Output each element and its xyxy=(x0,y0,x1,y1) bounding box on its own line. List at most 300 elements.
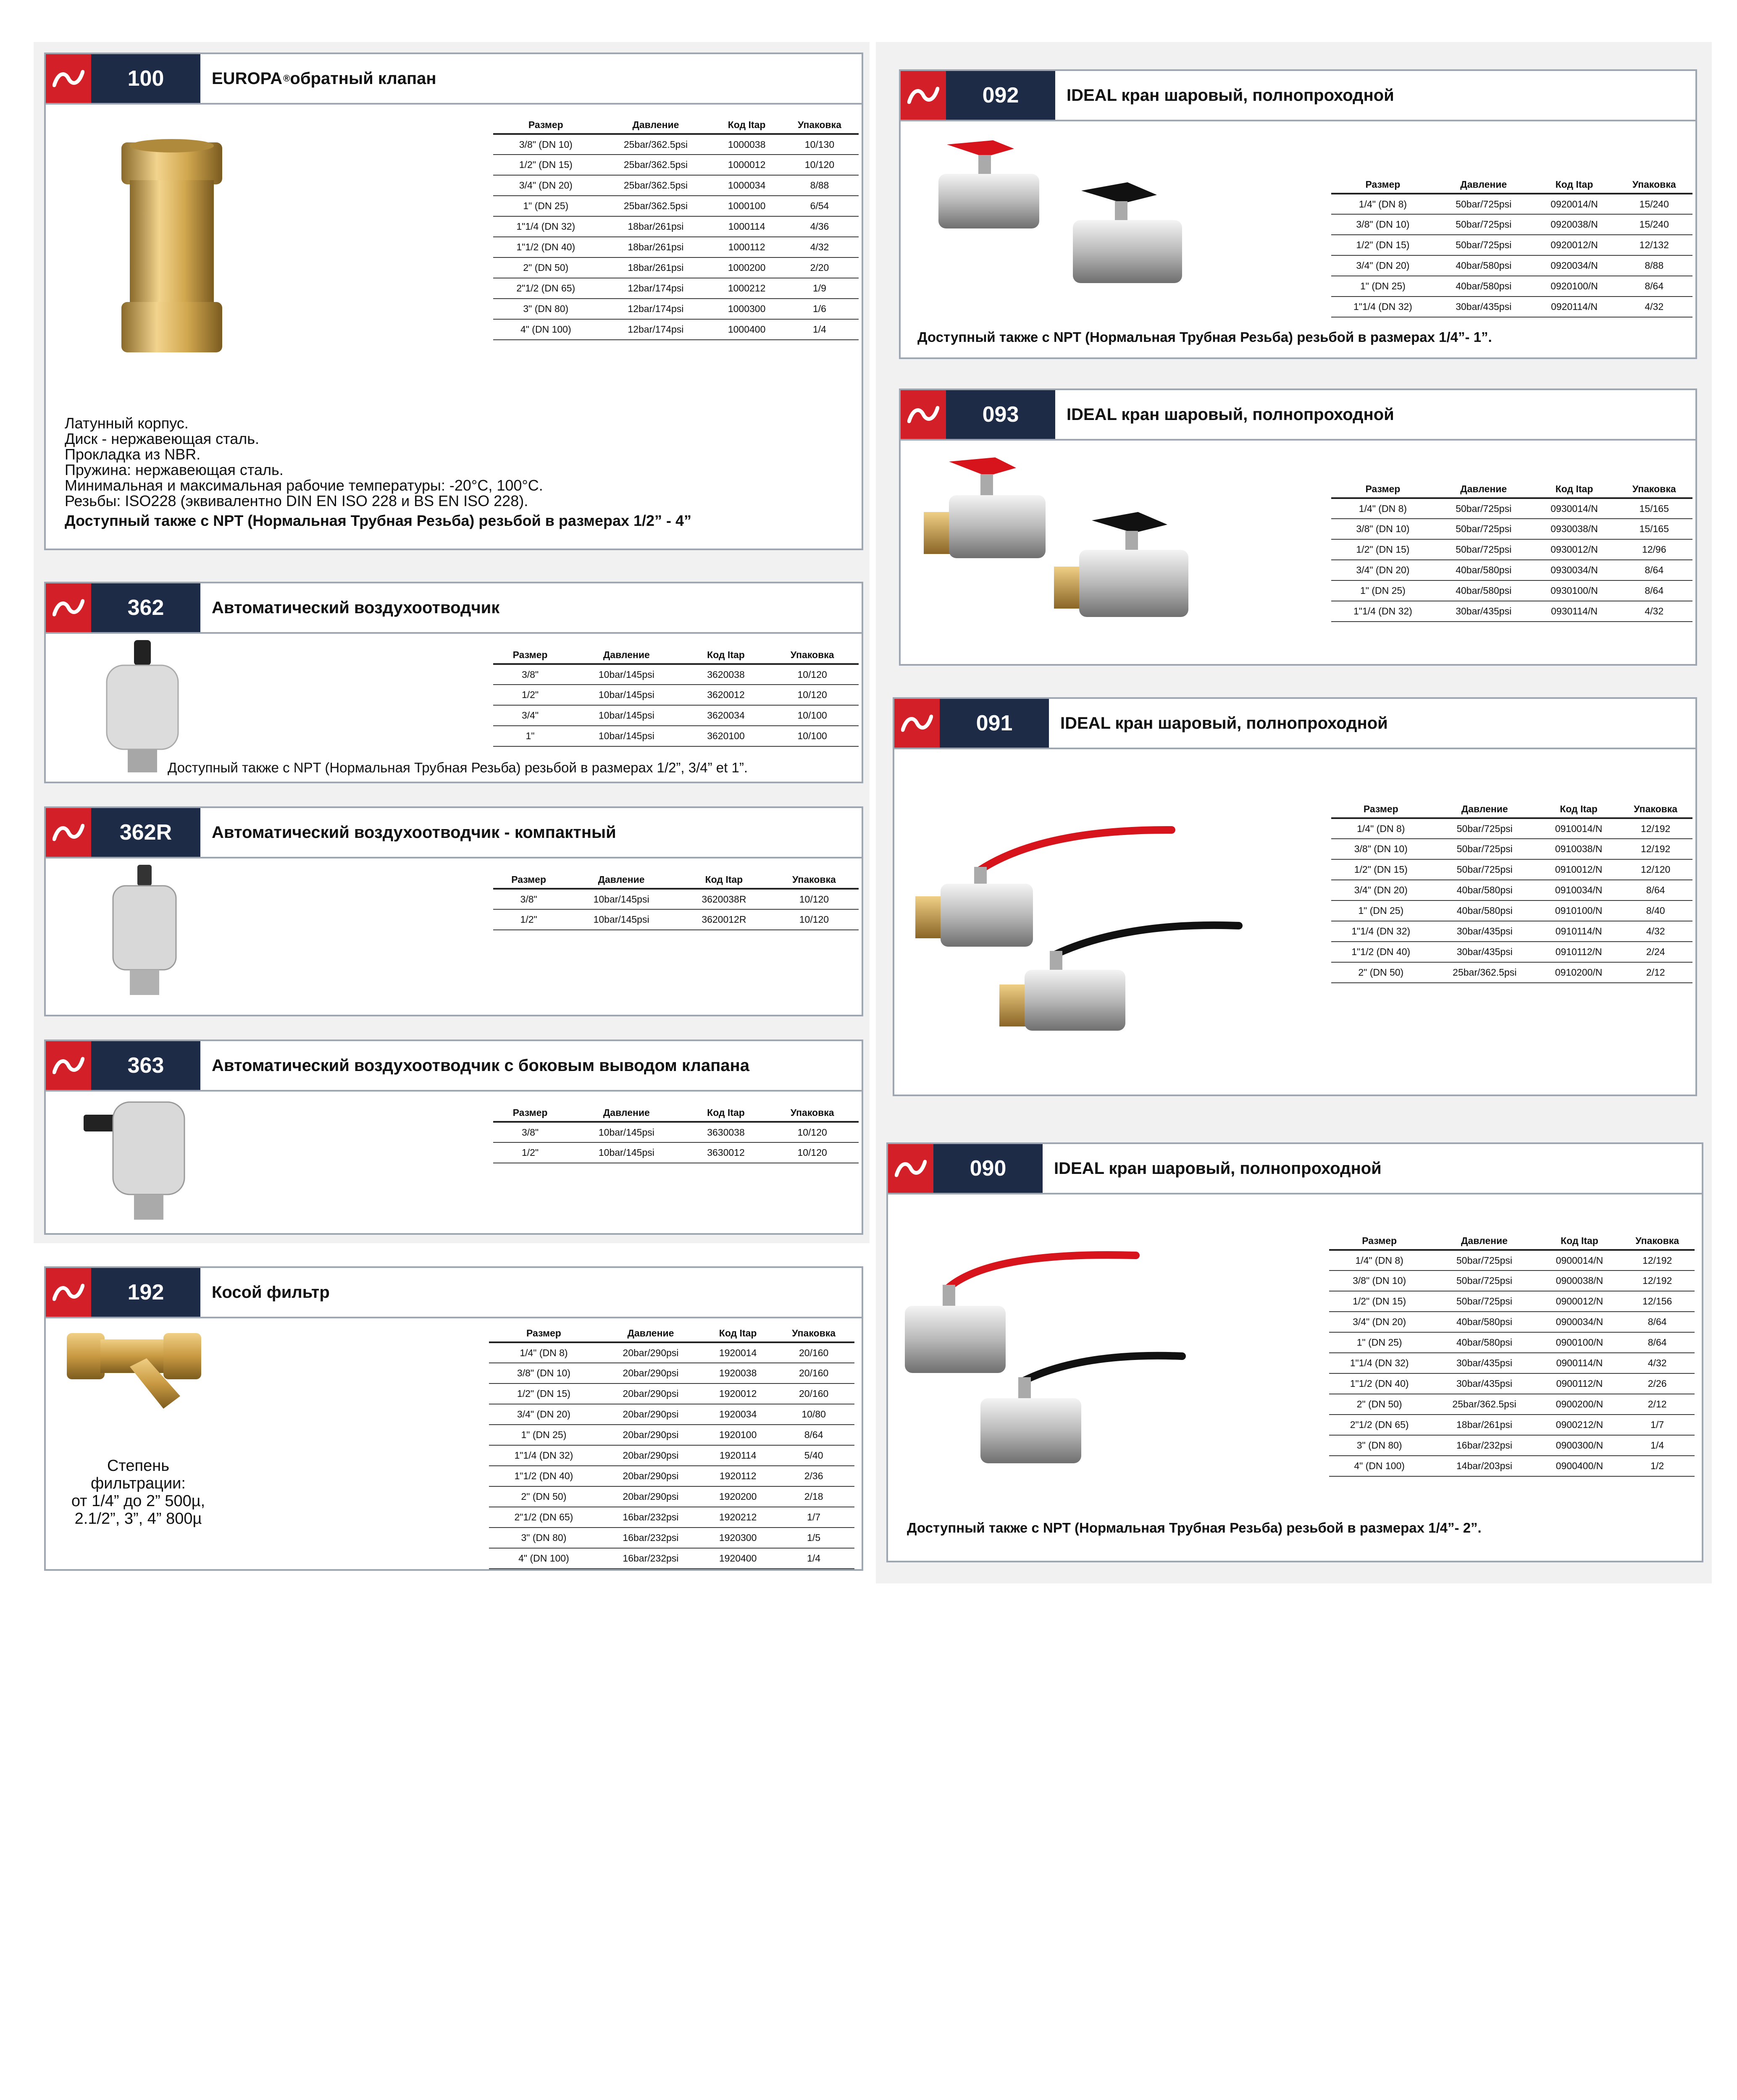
table-row xyxy=(1331,601,1692,622)
col-size: Размер xyxy=(493,871,564,889)
cell-pressure: 10bar/145psi xyxy=(567,705,686,726)
cell-pack: 15/165 xyxy=(1616,519,1692,539)
table-row xyxy=(1331,839,1692,859)
table-row xyxy=(489,1507,854,1528)
cell-code: 1000112 xyxy=(713,237,780,257)
cell-pressure: 50bar/725psi xyxy=(1435,214,1533,235)
product-title: Автоматический воздухоотводчик xyxy=(212,598,500,617)
table-row xyxy=(489,1363,854,1383)
cell-pack: 10/120 xyxy=(766,1122,859,1142)
brand-logo-icon xyxy=(46,54,91,103)
card-header xyxy=(894,699,1695,749)
product-title: Косой фильтр xyxy=(212,1283,330,1302)
cell-size: 1"1/4 (DN 32) xyxy=(493,216,599,237)
cell-pressure: 40bar/580psi xyxy=(1435,255,1533,276)
col-pressure: Давление xyxy=(1435,480,1533,498)
product-card-362R xyxy=(44,806,863,1016)
table-row xyxy=(1329,1435,1695,1456)
table-row xyxy=(1331,539,1692,560)
cell-size: 2" (DN 50) xyxy=(1331,962,1431,983)
cell-size: 3/4" (DN 20) xyxy=(1331,880,1431,900)
cell-pack: 1/5 xyxy=(773,1528,854,1548)
check-valve-image xyxy=(117,134,226,369)
col-pressure: Давление xyxy=(567,1104,686,1122)
cell-code: 0900300/N xyxy=(1539,1435,1620,1456)
cell-pack: 10/130 xyxy=(780,134,859,155)
product-title: IDEAL кран шаровый, полнопроходной xyxy=(1067,86,1394,105)
cell-pack: 10/100 xyxy=(766,705,859,726)
cell-size: 3" (DN 80) xyxy=(489,1528,599,1548)
table-row xyxy=(1331,297,1692,317)
cell-code: 0900200/N xyxy=(1539,1394,1620,1415)
cell-code: 0910038/N xyxy=(1539,839,1619,859)
cell-code: 0930012/N xyxy=(1533,539,1616,560)
table-row xyxy=(493,175,859,196)
table-row xyxy=(493,257,859,278)
cell-pressure: 10bar/145psi xyxy=(567,726,686,746)
cell-pack: 10/100 xyxy=(766,726,859,746)
col-pack: Упаковка xyxy=(770,871,859,889)
cell-code: 1000400 xyxy=(713,319,780,340)
cell-code: 1000034 xyxy=(713,175,780,196)
ball-valve-lever-image xyxy=(915,825,1251,1031)
cell-size: 1" (DN 25) xyxy=(1331,900,1431,921)
cell-pack: 12/96 xyxy=(1616,539,1692,560)
cell-pack: 10/120 xyxy=(766,685,859,705)
material-line: Латунный корпус. xyxy=(65,415,189,432)
col-size: Размер xyxy=(493,116,599,134)
cell-pack: 1/7 xyxy=(1620,1415,1695,1435)
product-title: IDEAL кран шаровый, полнопроходной xyxy=(1067,405,1394,424)
cell-code: 0920114/N xyxy=(1533,297,1616,317)
filtration-line: 2.1/2”, 3”, 4” 800µ xyxy=(74,1510,202,1528)
cell-code: 1920034 xyxy=(703,1404,773,1425)
cell-pressure: 25bar/362.5psi xyxy=(599,175,713,196)
cell-pressure: 20bar/290psi xyxy=(599,1486,703,1507)
cell-pack: 8/88 xyxy=(780,175,859,196)
cell-pack: 15/240 xyxy=(1616,214,1692,235)
table-row xyxy=(1331,962,1692,983)
cell-size: 1" xyxy=(493,726,567,746)
table-header-row xyxy=(1329,1232,1695,1250)
cell-size: 1"1/4 (DN 32) xyxy=(1331,297,1435,317)
table-row xyxy=(1329,1456,1695,1476)
brand-logo-icon xyxy=(46,808,91,857)
cell-pressure: 18bar/261psi xyxy=(1430,1415,1539,1435)
table-header-row xyxy=(493,1104,859,1122)
cell-code: 3630038 xyxy=(686,1122,766,1142)
col-code: Код Itap xyxy=(686,1104,766,1122)
cell-pack: 4/32 xyxy=(780,237,859,257)
cell-size: 3" (DN 80) xyxy=(1329,1435,1430,1456)
brand-logo-icon xyxy=(901,390,946,439)
cell-pressure: 10bar/145psi xyxy=(564,909,678,930)
product-card-090 xyxy=(886,1142,1703,1562)
cell-code: 0920034/N xyxy=(1533,255,1616,276)
cell-pressure: 50bar/725psi xyxy=(1435,235,1533,255)
brand-logo-icon xyxy=(888,1144,933,1193)
cell-code: 1000114 xyxy=(713,216,780,237)
table-row xyxy=(1331,859,1692,880)
table-row xyxy=(493,237,859,257)
spec-table-090 xyxy=(1329,1232,1695,1477)
card-header xyxy=(46,583,862,634)
air-vent-image xyxy=(94,640,191,774)
cell-size: 3/8" (DN 10) xyxy=(1331,519,1435,539)
cell-pack: 2/26 xyxy=(1620,1373,1695,1394)
cell-pressure: 10bar/145psi xyxy=(564,889,678,909)
cell-code: 0900114/N xyxy=(1539,1353,1620,1373)
cell-pack: 20/160 xyxy=(773,1342,854,1363)
cell-code: 1000300 xyxy=(713,299,780,319)
cell-pack: 2/24 xyxy=(1619,942,1692,962)
card-header xyxy=(46,1041,862,1092)
filtration-line: от 1/4” до 2” 500µ, xyxy=(71,1492,205,1510)
table-row xyxy=(489,1425,854,1445)
cell-pressure: 20bar/290psi xyxy=(599,1425,703,1445)
cell-size: 3" (DN 80) xyxy=(493,299,599,319)
card-header xyxy=(46,808,862,858)
table-row xyxy=(489,1342,854,1363)
ball-valve-ff-lever-image xyxy=(905,1247,1199,1465)
col-pack: Упаковка xyxy=(1616,176,1692,194)
col-pack: Упаковка xyxy=(773,1325,854,1342)
product-code: 093 xyxy=(946,390,1055,439)
cell-code: 1920112 xyxy=(703,1466,773,1486)
cell-size: 1" (DN 25) xyxy=(1331,580,1435,601)
spec-table-100 xyxy=(493,116,859,340)
table-row xyxy=(493,889,859,909)
col-code: Код Itap xyxy=(686,646,766,664)
npt-note: Доступный также с NPT (Нормальная Трубная Резьба) резьбой в размерах 1/4”- 2”. xyxy=(907,1520,1482,1536)
table-row xyxy=(1331,580,1692,601)
cell-pack: 1/4 xyxy=(780,319,859,340)
cell-size: 3/4" xyxy=(493,705,567,726)
col-code: Код Itap xyxy=(678,871,770,889)
cell-pressure: 18bar/261psi xyxy=(599,237,713,257)
spec-table-362 xyxy=(493,646,859,747)
table-row xyxy=(1329,1394,1695,1415)
cell-code: 3620012 xyxy=(686,685,766,705)
product-card-363 xyxy=(44,1040,863,1235)
cell-pressure: 25bar/362.5psi xyxy=(1431,962,1539,983)
cell-pressure: 10bar/145psi xyxy=(567,1142,686,1163)
product-code: 091 xyxy=(940,699,1049,748)
cell-size: 3/8" (DN 10) xyxy=(1331,839,1431,859)
cell-code: 1000038 xyxy=(713,134,780,155)
table-header-row xyxy=(493,116,859,134)
cell-pressure: 16bar/232psi xyxy=(599,1528,703,1548)
cell-code: 0900400/N xyxy=(1539,1456,1620,1476)
cell-code: 1920012 xyxy=(703,1383,773,1404)
col-pack: Упаковка xyxy=(766,646,859,664)
cell-pressure: 20bar/290psi xyxy=(599,1466,703,1486)
col-size: Размер xyxy=(493,646,567,664)
cell-pressure: 14bar/203psi xyxy=(1430,1456,1539,1476)
cell-code: 0910034/N xyxy=(1539,880,1619,900)
col-pressure: Давление xyxy=(599,1325,703,1342)
col-size: Размер xyxy=(1331,801,1431,818)
cell-pressure: 30bar/435psi xyxy=(1430,1353,1539,1373)
cell-size: 1/2" xyxy=(493,1142,567,1163)
table-row xyxy=(1329,1415,1695,1435)
table-row xyxy=(1331,921,1692,942)
material-line: Пружина: нержавеющая сталь. xyxy=(65,461,284,478)
product-card-091 xyxy=(893,697,1697,1096)
table-row xyxy=(493,705,859,726)
cell-size: 1"1/4 (DN 32) xyxy=(1331,601,1435,622)
cell-code: 0920038/N xyxy=(1533,214,1616,235)
cell-size: 3/8" xyxy=(493,1122,567,1142)
cell-size: 2"1/2 (DN 65) xyxy=(1329,1415,1430,1435)
table-row xyxy=(1329,1332,1695,1353)
cell-pressure: 25bar/362.5psi xyxy=(1430,1394,1539,1415)
card-header xyxy=(901,71,1695,121)
cell-pressure: 50bar/725psi xyxy=(1430,1270,1539,1291)
cell-size: 3/8" (DN 10) xyxy=(1331,214,1435,235)
cell-size: 3/4" (DN 20) xyxy=(489,1404,599,1425)
cell-size: 1" (DN 25) xyxy=(1331,276,1435,297)
cell-pressure: 18bar/261psi xyxy=(599,216,713,237)
cell-pack: 12/132 xyxy=(1616,235,1692,255)
cell-pack: 15/165 xyxy=(1616,498,1692,519)
cell-code: 1000012 xyxy=(713,155,780,175)
product-code: 362R xyxy=(91,808,200,857)
table-row xyxy=(1331,235,1692,255)
product-title: Автоматический воздухоотводчик с боковым выводом клапана xyxy=(212,1056,749,1075)
cell-pressure: 20bar/290psi xyxy=(599,1363,703,1383)
col-size: Размер xyxy=(493,1104,567,1122)
table-row xyxy=(493,909,859,930)
product-card-192 xyxy=(44,1266,863,1571)
material-line: Резьбы: ISO228 (эквивалентно DIN EN ISO 228 и BS EN ISO 228). xyxy=(65,492,528,509)
table-row xyxy=(493,196,859,216)
cell-pressure: 50bar/725psi xyxy=(1435,194,1533,214)
cell-size: 3/4" (DN 20) xyxy=(493,175,599,196)
cell-pack: 1/2 xyxy=(1620,1456,1695,1476)
cell-pressure: 40bar/580psi xyxy=(1431,900,1539,921)
cell-pack: 4/32 xyxy=(1619,921,1692,942)
cell-pack: 12/192 xyxy=(1620,1250,1695,1270)
col-code: Код Itap xyxy=(713,116,780,134)
table-row xyxy=(1331,276,1692,297)
cell-code: 3620012R xyxy=(678,909,770,930)
side-vent-air-vent-image xyxy=(84,1098,205,1224)
col-size: Размер xyxy=(1331,480,1435,498)
cell-pressure: 40bar/580psi xyxy=(1435,580,1533,601)
table-header-row xyxy=(489,1325,854,1342)
col-size: Размер xyxy=(489,1325,599,1342)
cell-size: 1/2" xyxy=(493,909,564,930)
cell-pressure: 16bar/232psi xyxy=(599,1507,703,1528)
cell-pressure: 16bar/232psi xyxy=(1430,1435,1539,1456)
cell-pressure: 50bar/725psi xyxy=(1435,539,1533,560)
cell-code: 0900038/N xyxy=(1539,1270,1620,1291)
table-row xyxy=(493,155,859,175)
cell-pressure: 20bar/290psi xyxy=(599,1383,703,1404)
table-row xyxy=(1329,1291,1695,1312)
table-row xyxy=(1331,214,1692,235)
cell-pack: 8/64 xyxy=(773,1425,854,1445)
col-code: Код Itap xyxy=(1533,480,1616,498)
cell-pack: 4/32 xyxy=(1620,1353,1695,1373)
cell-size: 2" (DN 50) xyxy=(493,257,599,278)
cell-code: 0910112/N xyxy=(1539,942,1619,962)
product-title: Автоматический воздухоотводчик - компактный xyxy=(212,823,616,842)
cell-pack: 12/120 xyxy=(1619,859,1692,880)
table-row xyxy=(493,685,859,705)
cell-pressure: 20bar/290psi xyxy=(599,1404,703,1425)
table-row xyxy=(1329,1373,1695,1394)
table-row xyxy=(1331,900,1692,921)
cell-pack: 15/240 xyxy=(1616,194,1692,214)
col-code: Код Itap xyxy=(1533,176,1616,194)
cell-size: 1" (DN 25) xyxy=(1329,1332,1430,1353)
col-pressure: Давление xyxy=(1430,1232,1539,1250)
cell-pressure: 40bar/580psi xyxy=(1435,276,1533,297)
cell-code: 1920300 xyxy=(703,1528,773,1548)
table-row xyxy=(489,1486,854,1507)
material-line: Прокладка из NBR. xyxy=(65,446,201,463)
table-row xyxy=(1329,1312,1695,1332)
cell-code: 0900112/N xyxy=(1539,1373,1620,1394)
table-row xyxy=(1331,942,1692,962)
cell-size: 1" (DN 25) xyxy=(493,196,599,216)
filtration-line: Степень xyxy=(107,1457,170,1475)
product-card-362 xyxy=(44,582,863,783)
col-pack: Упаковка xyxy=(1620,1232,1695,1250)
col-code: Код Itap xyxy=(1539,1232,1620,1250)
product-card-100 xyxy=(44,52,863,550)
cell-size: 3/8" (DN 10) xyxy=(493,134,599,155)
table-row xyxy=(493,319,859,340)
npt-note: Доступный также с NPT (Нормальная Трубная Резьба) резьбой в размерах 1/2” - 4” xyxy=(65,512,692,529)
card-header xyxy=(46,1268,862,1318)
cell-size: 3/4" (DN 20) xyxy=(1331,255,1435,276)
col-pressure: Давление xyxy=(567,646,686,664)
cell-pack: 10/120 xyxy=(766,1142,859,1163)
cell-pressure: 50bar/725psi xyxy=(1431,839,1539,859)
spec-table-363 xyxy=(493,1104,859,1163)
col-size: Размер xyxy=(1329,1232,1430,1250)
cell-size: 1"1/2 (DN 40) xyxy=(493,237,599,257)
cell-code: 1920100 xyxy=(703,1425,773,1445)
cell-code: 0910114/N xyxy=(1539,921,1619,942)
table-row xyxy=(493,664,859,685)
cell-code: 0920012/N xyxy=(1533,235,1616,255)
cell-code: 0930100/N xyxy=(1533,580,1616,601)
cell-size: 1/2" (DN 15) xyxy=(1331,235,1435,255)
col-pressure: Давление xyxy=(1435,176,1533,194)
cell-code: 3620038R xyxy=(678,889,770,909)
cell-pack: 8/64 xyxy=(1616,560,1692,580)
cell-pressure: 18bar/261psi xyxy=(599,257,713,278)
cell-code: 0930114/N xyxy=(1533,601,1616,622)
cell-size: 1/2" (DN 15) xyxy=(1331,539,1435,560)
cell-pack: 2/12 xyxy=(1619,962,1692,983)
spec-table-362R xyxy=(493,871,859,930)
product-code: 362 xyxy=(91,583,200,632)
col-pressure: Давление xyxy=(599,116,713,134)
table-header-row xyxy=(493,646,859,664)
col-pack: Упаковка xyxy=(1619,801,1692,818)
cell-pressure: 50bar/725psi xyxy=(1431,859,1539,880)
filtration-line: фильтрации: xyxy=(91,1475,186,1492)
filtration-note xyxy=(69,1457,208,1528)
product-code: 090 xyxy=(933,1144,1043,1193)
table-row xyxy=(493,216,859,237)
cell-size: 3/4" (DN 20) xyxy=(1329,1312,1430,1332)
brand-logo-icon xyxy=(894,699,940,748)
table-header-row xyxy=(1331,801,1692,818)
cell-pressure: 30bar/435psi xyxy=(1435,601,1533,622)
cell-size: 3/4" (DN 20) xyxy=(1331,560,1435,580)
ball-valve-mf-image xyxy=(924,457,1226,642)
spec-table-091 xyxy=(1331,801,1692,983)
cell-size: 2" (DN 50) xyxy=(489,1486,599,1507)
cell-code: 1920212 xyxy=(703,1507,773,1528)
cell-pack: 5/40 xyxy=(773,1445,854,1466)
cell-code: 0930038/N xyxy=(1533,519,1616,539)
cell-pack: 1/6 xyxy=(780,299,859,319)
ball-valve-butterfly-image xyxy=(930,136,1224,317)
table-row xyxy=(1331,519,1692,539)
y-strainer-image xyxy=(67,1325,201,1425)
product-title: IDEAL кран шаровый, полнопроходной xyxy=(1060,714,1388,732)
material-line: Диск - нержавеющая сталь. xyxy=(65,430,260,447)
cell-pressure: 40bar/580psi xyxy=(1430,1312,1539,1332)
table-row xyxy=(489,1383,854,1404)
cell-code: 1920200 xyxy=(703,1486,773,1507)
col-code: Код Itap xyxy=(1539,801,1619,818)
col-pack: Упаковка xyxy=(766,1104,859,1122)
cell-code: 0930014/N xyxy=(1533,498,1616,519)
table-header-row xyxy=(493,871,859,889)
cell-code: 3630012 xyxy=(686,1142,766,1163)
cell-pressure: 30bar/435psi xyxy=(1435,297,1533,317)
cell-code: 1000212 xyxy=(713,278,780,299)
cell-pack: 8/64 xyxy=(1616,276,1692,297)
cell-pressure: 20bar/290psi xyxy=(599,1445,703,1466)
materials-text xyxy=(65,415,691,528)
cell-pack: 10/120 xyxy=(770,889,859,909)
table-row xyxy=(493,299,859,319)
brand-logo-icon xyxy=(46,583,91,632)
cell-size: 1/2" (DN 15) xyxy=(1329,1291,1430,1312)
cell-size: 1/2" (DN 15) xyxy=(493,155,599,175)
cell-size: 2"1/2 (DN 65) xyxy=(493,278,599,299)
cell-pressure: 50bar/725psi xyxy=(1435,519,1533,539)
cell-pack: 10/120 xyxy=(770,909,859,930)
cell-code: 1920114 xyxy=(703,1445,773,1466)
spec-table-192 xyxy=(489,1325,854,1569)
cell-size: 2" (DN 50) xyxy=(1329,1394,1430,1415)
cell-pack: 2/20 xyxy=(780,257,859,278)
cell-pressure: 30bar/435psi xyxy=(1431,921,1539,942)
cell-pack: 1/7 xyxy=(773,1507,854,1528)
cell-pack: 2/12 xyxy=(1620,1394,1695,1415)
cell-pack: 4/36 xyxy=(780,216,859,237)
cell-pressure: 40bar/580psi xyxy=(1431,880,1539,900)
cell-size: 2"1/2 (DN 65) xyxy=(489,1507,599,1528)
card-header xyxy=(888,1144,1702,1194)
cell-code: 3620038 xyxy=(686,664,766,685)
table-row xyxy=(493,278,859,299)
col-pressure: Давление xyxy=(564,871,678,889)
table-row xyxy=(489,1528,854,1548)
table-row xyxy=(1331,255,1692,276)
cell-pack: 12/192 xyxy=(1619,818,1692,839)
